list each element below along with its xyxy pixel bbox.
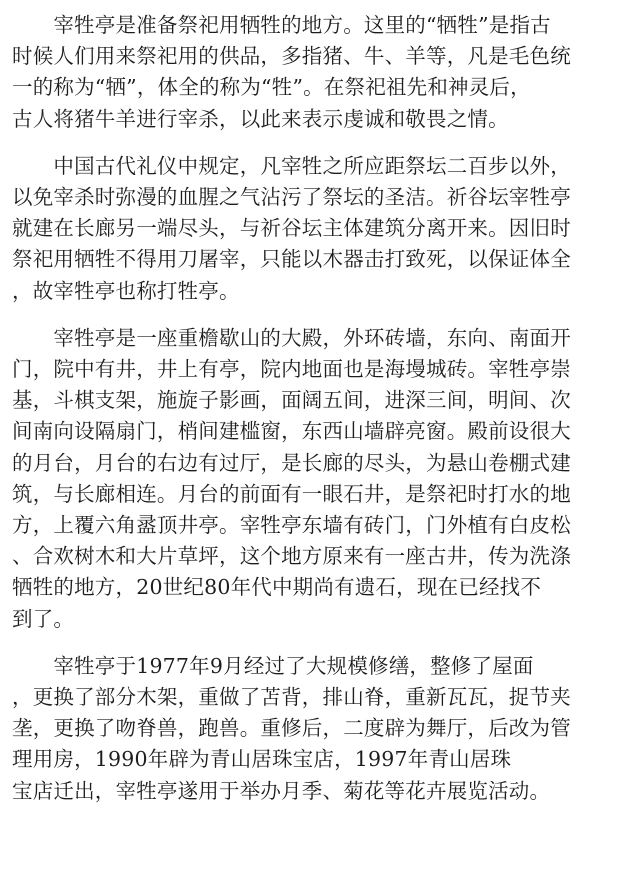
text-line: 基，斗棋支架，施旋子影画，面阔五间，进深三间，明间、次 — [12, 388, 571, 413]
text-line: 方，上覆六角盝顶井亭。宰牲亭东墙有砖门，门外植有白皮松 — [12, 513, 571, 538]
text-line: 一的称为“牺”，体全的称为“牲”。在祭祀祖先和神灵后， — [12, 75, 531, 100]
text-line: 间南向设隔扇门，梢间建槛窗，东西山墙辟亮窗。殿前设很大 — [12, 419, 571, 444]
text-line: 宝店迁出，宰牲亭遂用于举办月季、菊花等花卉展览活动。 — [12, 778, 551, 803]
text-line: 宰牲亭于1977年9月经过了大规模修缮，整修了屋面 — [12, 653, 534, 678]
text-line: 理用房，1990年辟为青山居珠宝店，1997年青山居珠 — [12, 747, 512, 772]
text-line: 以免宰杀时弥漫的血腥之气沾污了祭坛的圣洁。祈谷坛宰牲亭 — [12, 185, 571, 210]
paragraph-1 — [12, 10, 628, 135]
text-line: 垄，更换了吻脊兽，跑兽。重修后，二度辟为舞厅，后改为管 — [12, 716, 571, 741]
text-line: ，更换了部分木架，重做了苫背，排山脊，重新瓦瓦，捉节夹 — [12, 685, 571, 710]
text-line: 古人将猪牛羊进行宰杀，以此来表示虔诚和敬畏之情。 — [12, 106, 509, 131]
text-line: 宰牲亭是准备祭祀用牺牲的地方。这里的“牺牲”是指古 — [12, 13, 551, 37]
text-line: 门，院中有井，井上有亭，院内地面也是海墁城砖。宰牲亭崇 — [12, 357, 571, 382]
text-line: 、合欢树木和大片草坪，这个地方原来有一座古井，传为洗涤 — [12, 544, 571, 569]
text-line: 的月台，月台的右边有过厅，是长廊的尽头，为悬山卷棚式建 — [12, 450, 571, 475]
text-line: 就建在长廊另一端尽头，与祈谷坛主体建筑分离开来。因旧时 — [12, 216, 571, 241]
text-line: 中国古代礼仪中规定，凡宰牲之所应距祭坛二百步以外， — [12, 153, 571, 178]
text-line: 牺牲的地方，20世纪80年代中期尚有遗石，现在已经找不 — [12, 575, 542, 600]
text-line: 筑，与长廊相连。月台的前面有一眼石井，是祭祀时打水的地 — [12, 481, 571, 506]
paragraph-3 — [12, 323, 628, 635]
text-line: ，故宰牲亭也称打牲亭。 — [12, 278, 240, 303]
text-line: 到了。 — [12, 606, 75, 631]
paragraph-2 — [12, 151, 628, 307]
paragraph-4 — [12, 651, 628, 807]
text-line: 祭祀用牺牲不得用刀屠宰，只能以木器击打致死，以保证体全 — [12, 247, 571, 272]
text-line: 宰牲亭是一座重檐歇山的大殿，外环砖墙，东向、南面开 — [12, 325, 571, 350]
text-line: 时候人们用来祭祀用的供品，多指猪、牛、羊等，凡是毛色统 — [12, 44, 571, 69]
